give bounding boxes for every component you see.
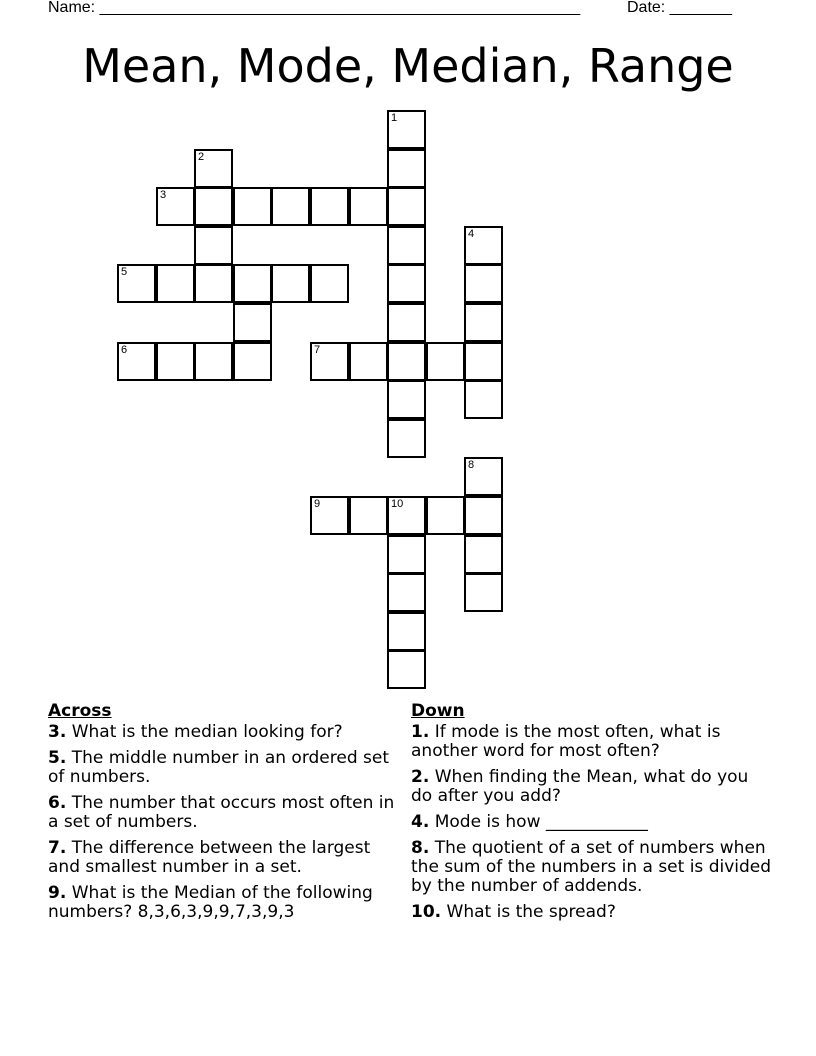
clue-text: The number that occurs most often in a set of numbers.	[48, 793, 395, 832]
crossword-cell[interactable]	[387, 110, 426, 149]
crossword-cell[interactable]	[349, 342, 388, 381]
crossword-cell[interactable]	[233, 187, 272, 226]
crossword-cell[interactable]	[387, 149, 426, 188]
across-clue-9	[48, 884, 398, 922]
clue-number: 10.	[411, 902, 442, 922]
crossword-cell[interactable]	[310, 342, 349, 381]
crossword-cell[interactable]	[233, 342, 272, 381]
down-clue-8	[411, 839, 773, 896]
clue-number: 5.	[48, 748, 67, 768]
crossword-cell[interactable]	[426, 496, 465, 535]
crossword-cell[interactable]	[271, 264, 310, 303]
clue-text: What is the spread?	[446, 902, 616, 922]
clue-number: 6.	[48, 793, 67, 813]
clue-number-label: 10	[391, 498, 404, 510]
down-clue-10	[411, 903, 773, 922]
crossword-cell[interactable]	[233, 303, 272, 342]
crossword-cell[interactable]	[310, 496, 349, 535]
clue-text: What is the Median of the following numbers? 8,3,6,3,9,9,7,3,9,3	[48, 883, 373, 922]
crossword-cell[interactable]	[464, 303, 503, 342]
clue-text: Mode is how ____________	[434, 812, 648, 832]
crossword-cell[interactable]	[387, 226, 426, 265]
crossword-cell[interactable]	[194, 149, 233, 188]
crossword-cell[interactable]	[464, 342, 503, 381]
crossword-cell[interactable]	[233, 264, 272, 303]
crossword-cell[interactable]	[271, 187, 310, 226]
down-clue-2	[411, 768, 773, 806]
crossword-cell[interactable]	[194, 342, 233, 381]
across-heading: Across	[48, 701, 112, 721]
crossword-cell[interactable]	[464, 226, 503, 265]
crossword-cell[interactable]	[156, 264, 195, 303]
date-field-label: Date: _______	[627, 0, 732, 16]
clue-number-label: 7	[314, 344, 321, 356]
crossword-cell[interactable]	[387, 264, 426, 303]
crossword-cell[interactable]	[464, 457, 503, 496]
crossword-cell[interactable]	[310, 187, 349, 226]
crossword-cell[interactable]	[387, 342, 426, 381]
clue-number: 1.	[411, 722, 430, 742]
across-clue-7	[48, 839, 398, 877]
crossword-cell[interactable]	[464, 496, 503, 535]
clue-text: The difference between the largest and smallest number in a set.	[48, 838, 371, 877]
down-clue-1	[411, 723, 773, 761]
crossword-cell[interactable]	[464, 573, 503, 612]
across-clue-5	[48, 749, 398, 787]
crossword-cell[interactable]	[387, 419, 426, 458]
clue-text: If mode is the most often, what is another word for most often?	[411, 722, 721, 761]
crossword-cell[interactable]	[464, 535, 503, 574]
clue-number-label: 6	[121, 344, 128, 356]
clue-number: 8.	[411, 838, 430, 858]
clue-text: What is the median looking for?	[71, 722, 343, 742]
crossword-cell[interactable]	[117, 264, 156, 303]
clue-number-label: 1	[391, 112, 398, 124]
down-clues	[411, 702, 773, 929]
clue-number-label: 9	[314, 498, 321, 510]
clue-number-label: 8	[468, 459, 475, 471]
crossword-cell[interactable]	[194, 226, 233, 265]
crossword-cell[interactable]	[349, 496, 388, 535]
clue-text: The quotient of a set of numbers when the sum of the numbers in a set is divided by the number of addends.	[411, 838, 772, 896]
crossword-cell[interactable]	[310, 264, 349, 303]
crossword-cell[interactable]	[349, 187, 388, 226]
crossword-cell[interactable]	[194, 264, 233, 303]
clue-number: 7.	[48, 838, 67, 858]
clue-text: The middle number in an ordered set of numbers.	[48, 748, 390, 787]
crossword-cell[interactable]	[464, 264, 503, 303]
clue-number: 3.	[48, 722, 67, 742]
crossword-cell[interactable]	[387, 573, 426, 612]
clue-text: When finding the Mean, what do you do after you add?	[411, 767, 749, 806]
page-title: Mean, Mode, Median, Range	[82, 39, 734, 93]
across-clue-6	[48, 794, 398, 832]
crossword-cell[interactable]	[464, 380, 503, 419]
clue-number-label: 3	[160, 189, 167, 201]
crossword-cell[interactable]	[387, 612, 426, 651]
crossword-cell[interactable]	[117, 342, 156, 381]
down-clue-4	[411, 813, 773, 832]
across-clue-3	[48, 723, 398, 742]
crossword-cell[interactable]	[426, 342, 465, 381]
clue-number: 2.	[411, 767, 430, 787]
clue-number: 9.	[48, 883, 67, 903]
down-heading: Down	[411, 701, 465, 721]
across-clues	[48, 702, 398, 929]
crossword-cell[interactable]	[156, 187, 195, 226]
crossword-cell[interactable]	[387, 650, 426, 689]
name-field-label: Name: ______________________________________________________	[48, 0, 581, 16]
crossword-cell[interactable]	[387, 535, 426, 574]
clue-number-label: 5	[121, 266, 128, 278]
crossword-cell[interactable]	[156, 342, 195, 381]
clue-number-label: 2	[198, 151, 205, 163]
crossword-cell[interactable]	[387, 187, 426, 226]
clue-number: 4.	[411, 812, 430, 832]
crossword-cell[interactable]	[387, 380, 426, 419]
crossword-cell[interactable]	[387, 303, 426, 342]
clue-number-label: 4	[468, 228, 475, 240]
crossword-cell[interactable]	[387, 496, 426, 535]
crossword-cell[interactable]	[194, 187, 233, 226]
